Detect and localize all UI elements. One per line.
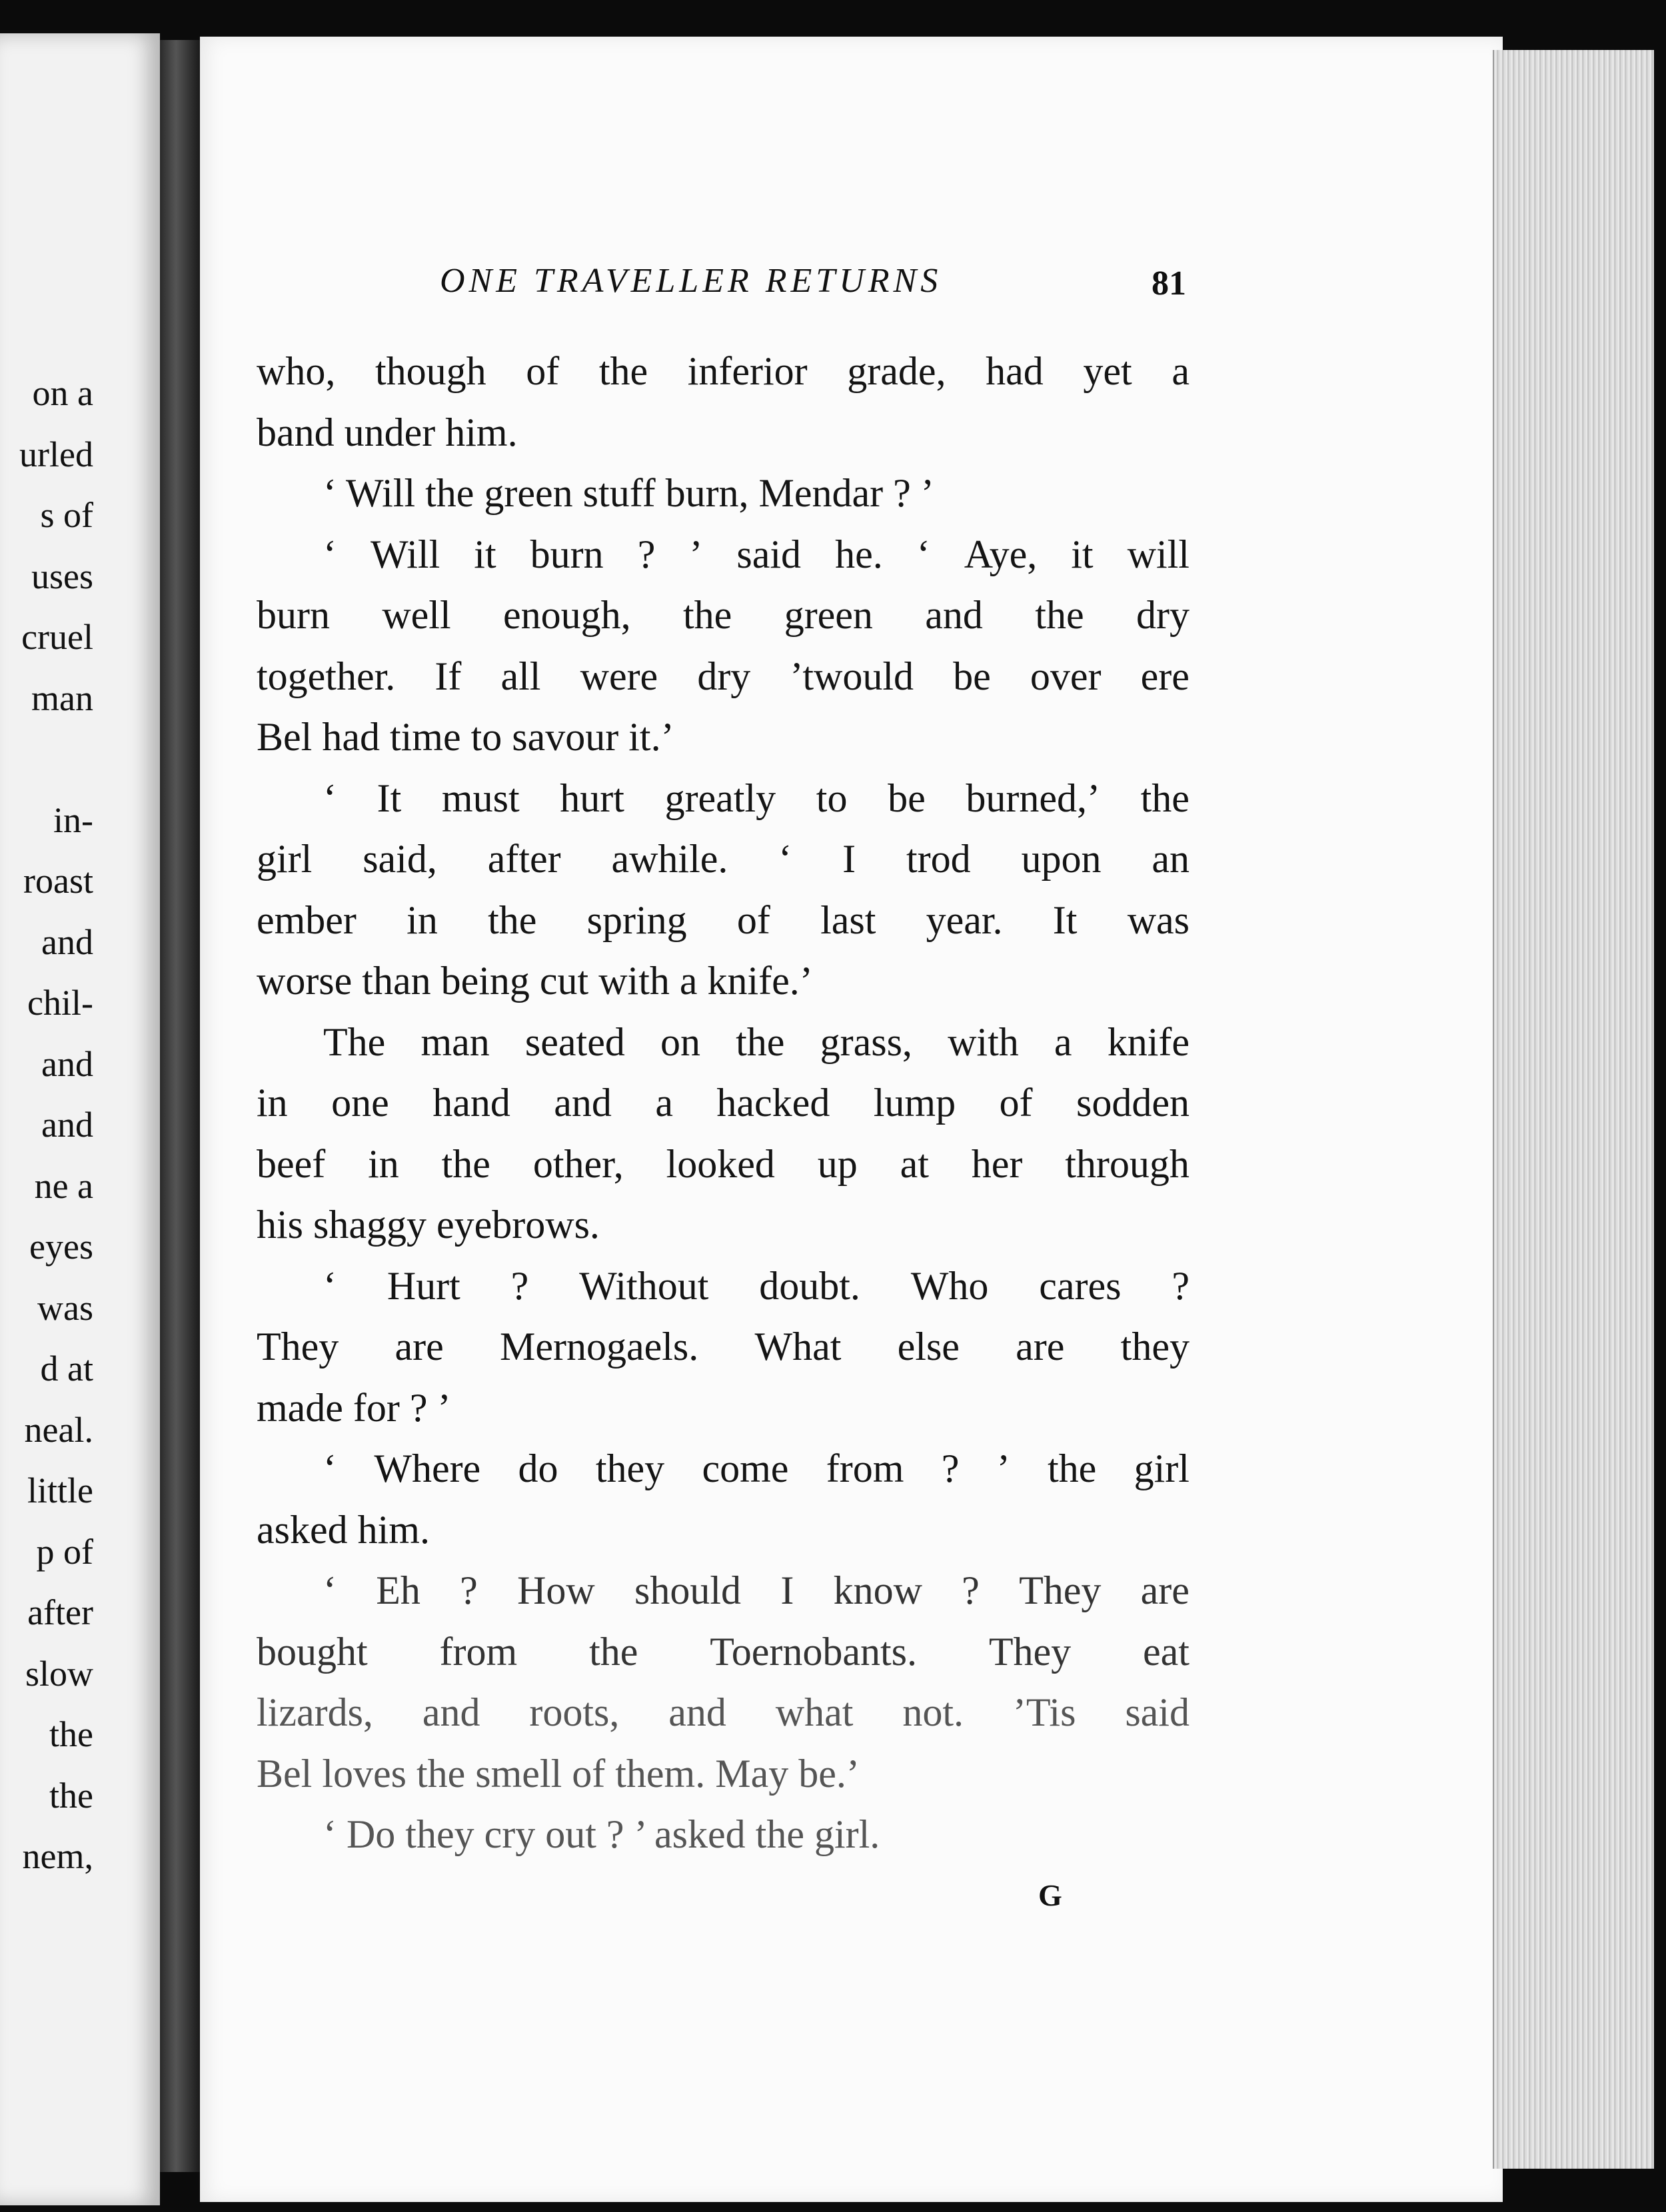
page-number: 81 bbox=[1152, 265, 1186, 302]
text-line: lizards, and roots, and what not. ’Tis said bbox=[257, 1690, 1190, 1734]
facing-page-line: the bbox=[49, 1714, 93, 1754]
book-gutter bbox=[160, 40, 200, 2172]
facing-page-line: uses bbox=[31, 556, 93, 596]
text-line: burn well enough, the green and the dry bbox=[257, 593, 1190, 637]
text-line: ‘ Will it burn ? ’ said he. ‘ Aye, it will bbox=[323, 532, 1190, 576]
facing-page-line: on a bbox=[32, 373, 93, 413]
facing-page-text bbox=[0, 363, 93, 1888]
text-line: ‘ Hurt ? Without doubt. Who cares ? bbox=[323, 1263, 1190, 1308]
body-text bbox=[257, 341, 1190, 1866]
signature-mark: G bbox=[1038, 1878, 1062, 1912]
text-line: who, though of the inferior grade, had yet a bbox=[257, 349, 1190, 393]
facing-page-line: and bbox=[41, 1105, 93, 1145]
facing-page-line: man bbox=[31, 678, 93, 718]
facing-page-line: nem, bbox=[22, 1836, 93, 1876]
facing-page-line: little bbox=[27, 1470, 93, 1510]
text-line: band under him. bbox=[257, 410, 518, 454]
facing-page-line: in- bbox=[53, 800, 93, 840]
text-line: beef in the other, looked up at her through bbox=[257, 1141, 1190, 1186]
text-line: Bel had time to savour it.’ bbox=[257, 715, 674, 759]
facing-page-line: cruel bbox=[21, 617, 93, 657]
facing-page-line: slow bbox=[25, 1653, 93, 1694]
text-line: together. If all were dry ’twould be over ere bbox=[257, 654, 1190, 698]
text-line: his shaggy eyebrows. bbox=[257, 1203, 600, 1247]
text-line: worse than being cut with a knife.’ bbox=[257, 959, 813, 1003]
facing-page-line: neal. bbox=[24, 1409, 93, 1450]
text-line: asked him. bbox=[257, 1507, 430, 1552]
text-line: ‘ It must hurt greatly to be burned,’ the bbox=[323, 776, 1190, 820]
facing-page-line: urled bbox=[19, 434, 93, 474]
text-line: ember in the spring of last year. It was bbox=[257, 897, 1190, 942]
facing-page-line bbox=[0, 729, 93, 790]
facing-page-line: s of bbox=[40, 495, 93, 535]
facing-page-line: p of bbox=[36, 1531, 93, 1572]
text-line: ‘ Do they cry out ? ’ asked the girl. bbox=[323, 1812, 880, 1856]
facing-page-line: after bbox=[27, 1592, 93, 1632]
facing-page-line: ne a bbox=[34, 1165, 93, 1206]
facing-page-line: was bbox=[37, 1287, 93, 1328]
facing-page-line: eyes bbox=[29, 1227, 93, 1267]
text-line: They are Mernogaels. What else are they bbox=[257, 1325, 1190, 1369]
text-line: made for ? ’ bbox=[257, 1385, 451, 1430]
facing-page bbox=[0, 33, 160, 2205]
page-edges bbox=[1493, 50, 1654, 2169]
text-line: ‘ Eh ? How should I know ? They are bbox=[323, 1568, 1190, 1612]
text-line: bought from the Toernobants. They eat bbox=[257, 1629, 1190, 1674]
text-line: girl said, after awhile. ‘ I trod upon an bbox=[257, 837, 1190, 881]
facing-page-line: and bbox=[41, 1043, 93, 1084]
text-line: ‘ Will the green stuff burn, Mendar ? ’ bbox=[323, 471, 934, 515]
text-line: Bel loves the smell of them. May be.’ bbox=[257, 1751, 860, 1796]
text-line: in one hand and a hacked lump of sodden bbox=[257, 1081, 1190, 1125]
text-line: The man seated on the grass, with a knife bbox=[323, 1019, 1190, 1064]
running-head: ONE TRAVELLER RETURNS bbox=[440, 262, 942, 300]
facing-page-line: roast bbox=[23, 861, 93, 901]
text-line: ‘ Where do they come from ? ’ the girl bbox=[323, 1446, 1190, 1490]
facing-page-line: chil- bbox=[27, 983, 93, 1023]
facing-page-line: the bbox=[49, 1775, 93, 1816]
facing-page-line: and bbox=[41, 921, 93, 962]
facing-page-line: d at bbox=[40, 1349, 93, 1388]
